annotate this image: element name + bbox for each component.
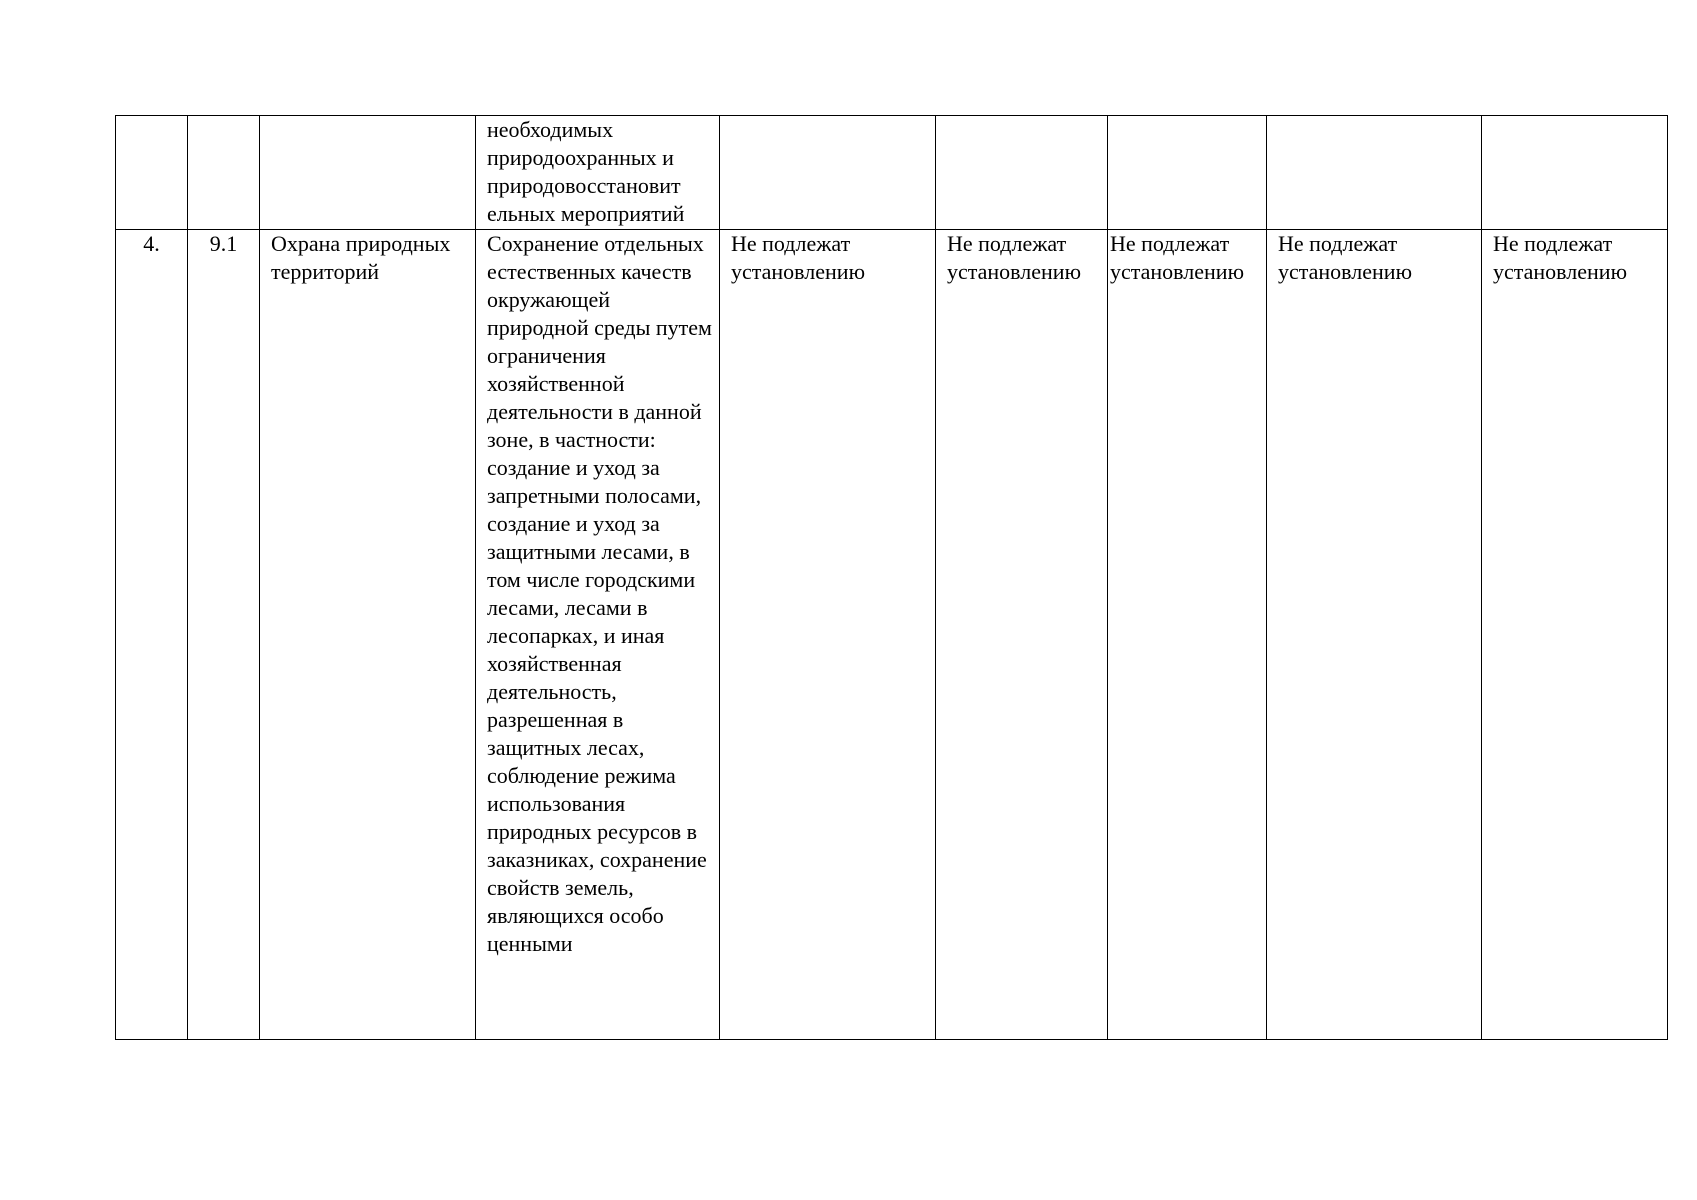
row-name: Охрана природных территорий [271, 231, 451, 284]
row-code: 9.1 [209, 231, 238, 256]
cell-param-4-empty [1267, 116, 1482, 230]
cell-param-1-empty [720, 116, 936, 230]
cell-param-5-empty [1482, 116, 1668, 230]
cell-param-5 [1482, 230, 1668, 1040]
cell-description-continuation [476, 116, 720, 230]
cell-row-description [476, 230, 720, 1040]
param-2-text: Не подлежат установлению [947, 231, 1082, 284]
row-number: 4. [143, 231, 160, 256]
table-row [116, 230, 1668, 1040]
param-1-text: Не подлежат установлению [731, 231, 866, 284]
param-5-text: Не подлежат установлению [1493, 231, 1628, 284]
cell-number-empty [116, 116, 188, 230]
cell-param-3 [1108, 230, 1267, 1040]
cell-row-name [260, 230, 476, 1040]
cell-param-2-empty [936, 116, 1108, 230]
cell-param-4 [1267, 230, 1482, 1040]
param-4-text: Не подлежат установлению [1278, 231, 1413, 284]
row-description: Сохранение отдельных естественных качеств окружающей природной среды путем ограничения хозяйственной деятельности в данной зоне, в частности: создание и уход за запретными полосами, создание и уход за защитными лесами, в том числе городскими лесами, лесами в лесопарках, и иная хозяйственная деятельность, разрешенная в защитных лесах, соблюдение режима использования природных ресурсов в заказниках, сохранение свойств земель, являющихся особо ценными [487, 231, 712, 956]
cell-param-1 [720, 230, 936, 1040]
param-3-text: Не подлежат установлению [1110, 231, 1245, 284]
cell-code-empty [188, 116, 260, 230]
cell-name-empty [260, 116, 476, 230]
description-continuation-text: необходимых природоохранных и природовосстановит ельных мероприятий [487, 117, 685, 226]
table-row-continuation [116, 116, 1668, 230]
cell-row-number [116, 230, 188, 1040]
land-use-table [115, 115, 1668, 1040]
cell-param-3-empty [1108, 116, 1267, 230]
cell-param-2 [936, 230, 1108, 1040]
cell-row-code [188, 230, 260, 1040]
